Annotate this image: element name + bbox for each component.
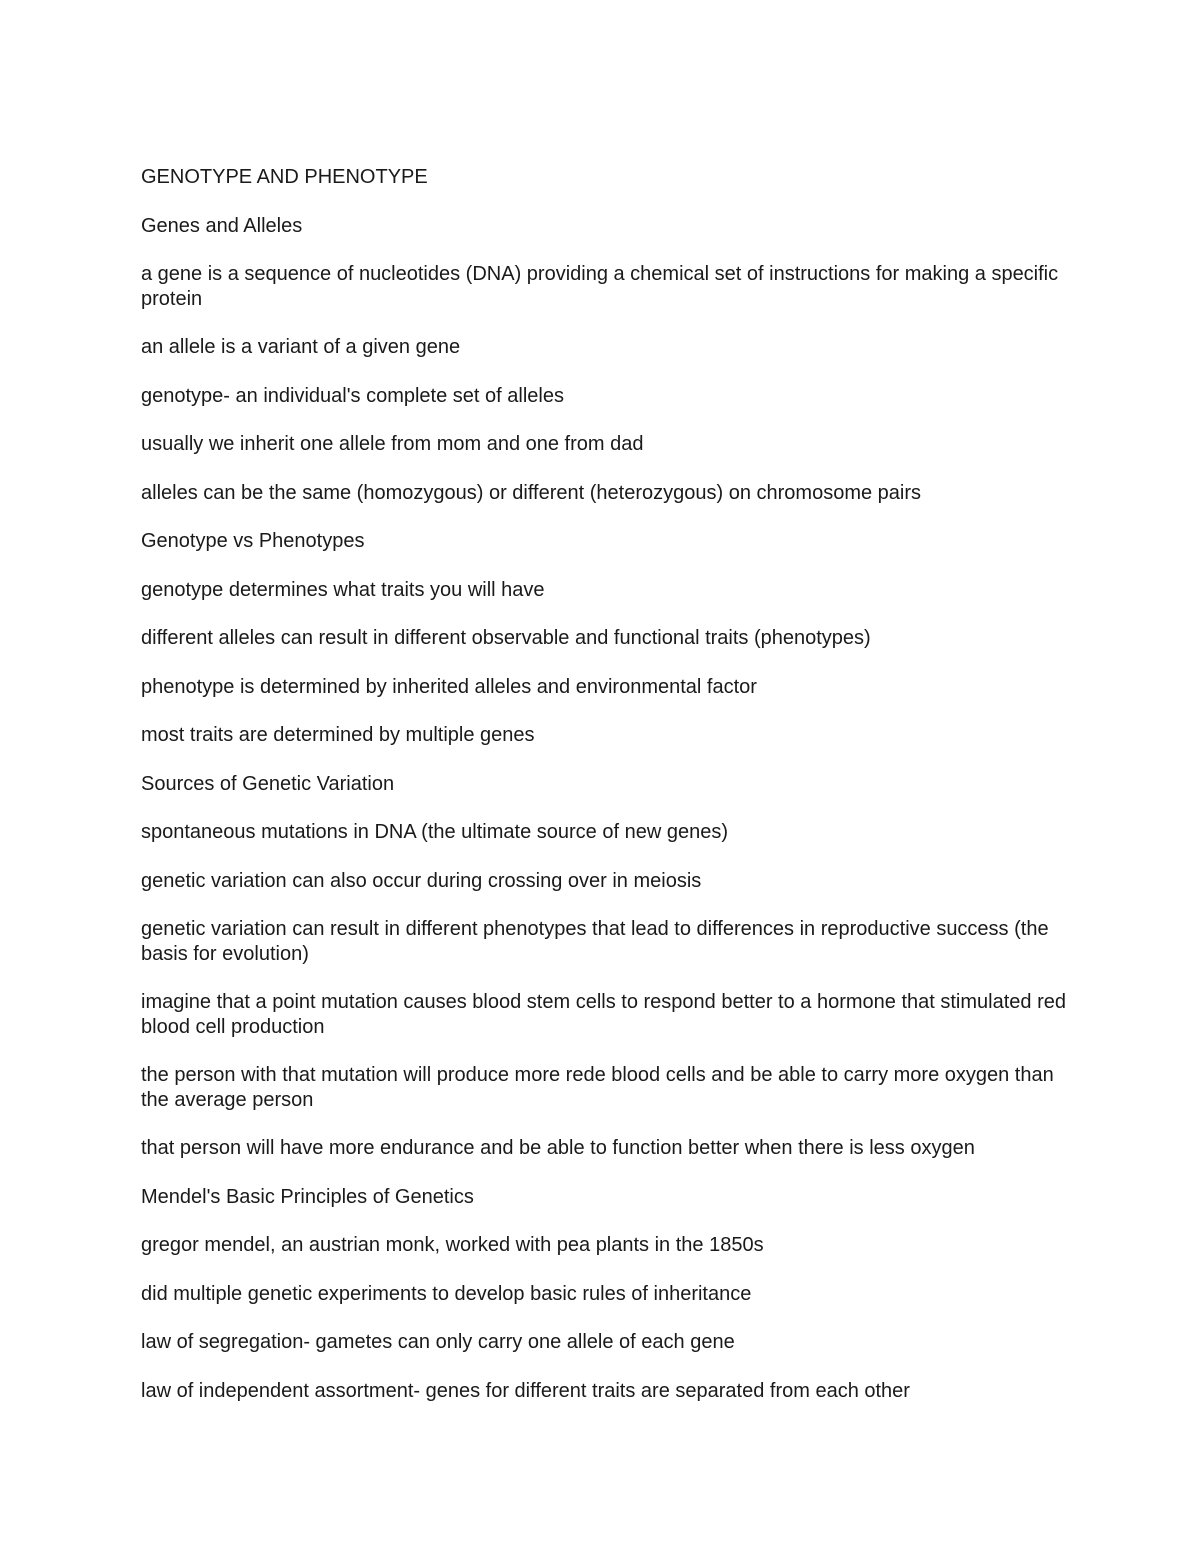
paragraph: gregor mendel, an austrian monk, worked with pea plants in the 1850s [141,1234,764,1256]
paragraph: did multiple genetic experiments to develop basic rules of inheritance [141,1282,752,1305]
section-heading: Genotype vs Phenotypes [141,530,365,552]
paragraph: alleles can be the same (homozygous) or different (heterozygous) on chromosome pairs [141,481,922,504]
paragraph: a gene is a sequence of nucleotides (DNA) providing a chemical set of instructions for making a specific protein [141,263,1059,310]
section-heading: Genes and Alleles [141,214,303,237]
section-heading: Mendel's Basic Principles of Genetics [141,1185,474,1208]
paragraph: the person with that mutation will produce more rede blood cells and be able to carry more oxygen than the average person [141,1064,1054,1111]
paragraph: genotype- an individual's complete set of alleles [141,384,564,407]
section-heading: Sources of Genetic Variation [141,772,395,795]
paragraph: phenotype is determined by inherited alleles and environmental factor [141,675,757,698]
paragraph: spontaneous mutations in DNA (the ultimate source of new genes) [141,821,728,843]
paragraph: that person will have more endurance and be able to function better when there is less oxygen [141,1137,975,1159]
paragraph: law of independent assortment- genes for different traits are separated from each other [141,1379,910,1402]
paragraph: an allele is a variant of a given gene [141,336,461,358]
paragraph: law of segregation- gametes can only carry one allele of each gene [141,1331,735,1353]
paragraph: genetic variation can also occur during crossing over in meiosis [141,869,702,892]
paragraph: most traits are determined by multiple genes [141,724,535,746]
document-title: GENOTYPE AND PHENOTYPE [141,166,428,188]
document-body [141,165,1071,1427]
paragraph: different alleles can result in different observable and functional traits (phenotypes) [141,627,871,649]
paragraph: imagine that a point mutation causes blood stem cells to respond better to a hormone that stimulated red blood cell production [141,991,1066,1038]
paragraph: genetic variation can result in different phenotypes that lead to differences in reproductive success (the basis for evolution) [141,918,1049,965]
paragraph: usually we inherit one allele from mom and one from dad [141,433,644,455]
paragraph: genotype determines what traits you will have [141,578,545,601]
